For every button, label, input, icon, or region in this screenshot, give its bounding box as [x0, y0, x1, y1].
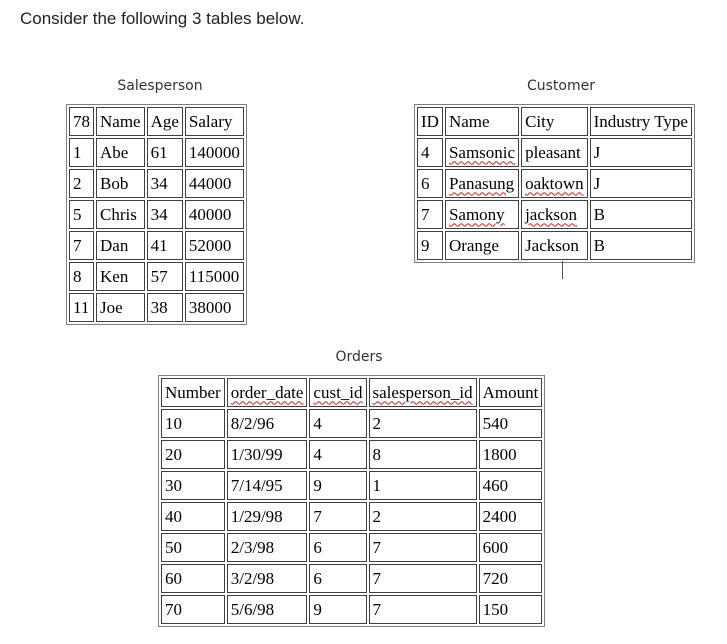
table-cell: 150	[479, 595, 543, 624]
table-row	[161, 440, 542, 469]
table-header-row	[417, 107, 692, 136]
table-cell: 7	[369, 533, 477, 562]
table-cell: 2	[369, 409, 477, 438]
header-cell	[369, 378, 477, 407]
table-cell: 4	[309, 440, 366, 469]
table-cell: 460	[479, 471, 543, 500]
table-cell: 52000	[185, 231, 244, 260]
table-cell: 115000	[185, 262, 244, 291]
table-cell: 1/29/98	[227, 502, 308, 531]
table-cell: 34	[147, 200, 183, 229]
header-cell: Number	[161, 378, 225, 407]
table-cell: 41	[147, 231, 183, 260]
table-cell: 5/6/98	[227, 595, 308, 624]
table-cell: 4	[309, 409, 366, 438]
table-cell: 10	[161, 409, 225, 438]
table-cell: Abe	[96, 138, 145, 167]
table-cell: 8	[69, 262, 94, 291]
table-cell: 9	[309, 471, 366, 500]
spellcheck-word: Samony	[448, 204, 505, 224]
spellcheck-word: order_date	[230, 382, 304, 402]
table-row	[69, 293, 244, 322]
table-cell: 9	[309, 595, 366, 624]
table-cell: 7/14/95	[227, 471, 308, 500]
table-row	[161, 409, 542, 438]
table-row	[161, 502, 542, 531]
table-cell: 8/2/96	[227, 409, 308, 438]
table-cell: 1	[369, 471, 477, 500]
table-cell: 7	[369, 595, 477, 624]
table-cell: Ken	[96, 262, 145, 291]
table-cell: Joe	[96, 293, 145, 322]
table-cell: 2	[69, 169, 94, 198]
table-cell: 20	[161, 440, 225, 469]
table-row	[161, 471, 542, 500]
table-cell: 38000	[185, 293, 244, 322]
table-cell: pleasant	[521, 138, 588, 167]
table-cell: 3/2/98	[227, 564, 308, 593]
table-cell: 40000	[185, 200, 244, 229]
table-cell: 1/30/99	[227, 440, 308, 469]
header-cell: Name	[445, 107, 519, 136]
table-cell: Jackson	[521, 231, 588, 260]
table-row	[69, 231, 244, 260]
table-header-row	[161, 378, 542, 407]
table-cell: J	[590, 138, 692, 167]
table-cell: 2/3/98	[227, 533, 308, 562]
table-cell: 7	[369, 564, 477, 593]
salesperson-caption: Salesperson	[117, 78, 203, 94]
table-cell: B	[590, 231, 692, 260]
spellcheck-word: jackson	[525, 204, 577, 224]
table-cell: 2400	[479, 502, 543, 531]
table-row	[417, 200, 692, 229]
table-cell: 4	[417, 138, 443, 167]
header-cell: Industry Type	[590, 107, 692, 136]
table-cell	[521, 200, 588, 229]
table-cell: 6	[309, 564, 366, 593]
table-cell: 57	[147, 262, 183, 291]
table-row	[417, 138, 692, 167]
table-cell: 600	[479, 533, 543, 562]
table-cell: 30	[161, 471, 225, 500]
table-cell: Bob	[96, 169, 145, 198]
table-row	[69, 169, 244, 198]
table-cell: Dan	[96, 231, 145, 260]
table-cell: Chris	[96, 200, 145, 229]
spellcheck-word: Panasung	[448, 173, 515, 193]
table-cell: 540	[479, 409, 543, 438]
customer-caption: Customer	[526, 78, 595, 94]
customer-table	[414, 104, 695, 263]
header-cell: Name	[96, 107, 145, 136]
table-cell: 8	[369, 440, 477, 469]
table-cell: 6	[417, 169, 443, 198]
header-cell: City	[521, 107, 588, 136]
table-cell: B	[590, 200, 692, 229]
table-row	[69, 200, 244, 229]
table-cell	[521, 169, 588, 198]
table-cell: 9	[417, 231, 443, 260]
table-cell: J	[590, 169, 692, 198]
table-cell: 1	[69, 138, 94, 167]
header-cell	[227, 378, 308, 407]
header-cell	[309, 378, 366, 407]
table-cell: 60	[161, 564, 225, 593]
spellcheck-word: oaktown	[525, 173, 584, 193]
table-cell: 61	[147, 138, 183, 167]
table-cell: 7	[309, 502, 366, 531]
table-cell: 5	[69, 200, 94, 229]
table-cell	[445, 169, 519, 198]
header-cell: Salary	[185, 107, 244, 136]
table-header-row	[69, 107, 244, 136]
header-cell: ID	[417, 107, 443, 136]
table-row	[161, 533, 542, 562]
header-cell: 78	[69, 107, 94, 136]
table-cell: 38	[147, 293, 183, 322]
table-row	[417, 169, 692, 198]
table-row	[69, 138, 244, 167]
table-cell: 7	[69, 231, 94, 260]
orders-table	[158, 375, 545, 627]
header-cell: Amount	[479, 378, 543, 407]
table-cell: 50	[161, 533, 225, 562]
table-row	[161, 564, 542, 593]
spellcheck-word: salesperson_id	[372, 382, 473, 402]
orders-caption: Orders	[335, 349, 383, 365]
table-cell: 70	[161, 595, 225, 624]
table-cell: 34	[147, 169, 183, 198]
table-cell: 2	[369, 502, 477, 531]
table-cell: 40	[161, 502, 225, 531]
table-cell: 44000	[185, 169, 244, 198]
table-cell: Orange	[445, 231, 519, 260]
table-cell	[445, 200, 519, 229]
table-cell: 1800	[479, 440, 543, 469]
text-cursor	[562, 261, 563, 279]
table-row	[69, 262, 244, 291]
table-cell: 11	[69, 293, 94, 322]
salesperson-table	[66, 104, 247, 325]
table-cell: 7	[417, 200, 443, 229]
table-cell: 6	[309, 533, 366, 562]
spellcheck-word: Samsonic	[448, 142, 516, 162]
table-cell: 140000	[185, 138, 244, 167]
table-cell: 720	[479, 564, 543, 593]
intro-text: Consider the following 3 tables below.	[20, 9, 305, 28]
header-cell: Age	[147, 107, 183, 136]
table-row	[161, 595, 542, 624]
table-cell	[445, 138, 519, 167]
table-row	[417, 231, 692, 260]
spellcheck-word: cust_id	[313, 382, 363, 402]
